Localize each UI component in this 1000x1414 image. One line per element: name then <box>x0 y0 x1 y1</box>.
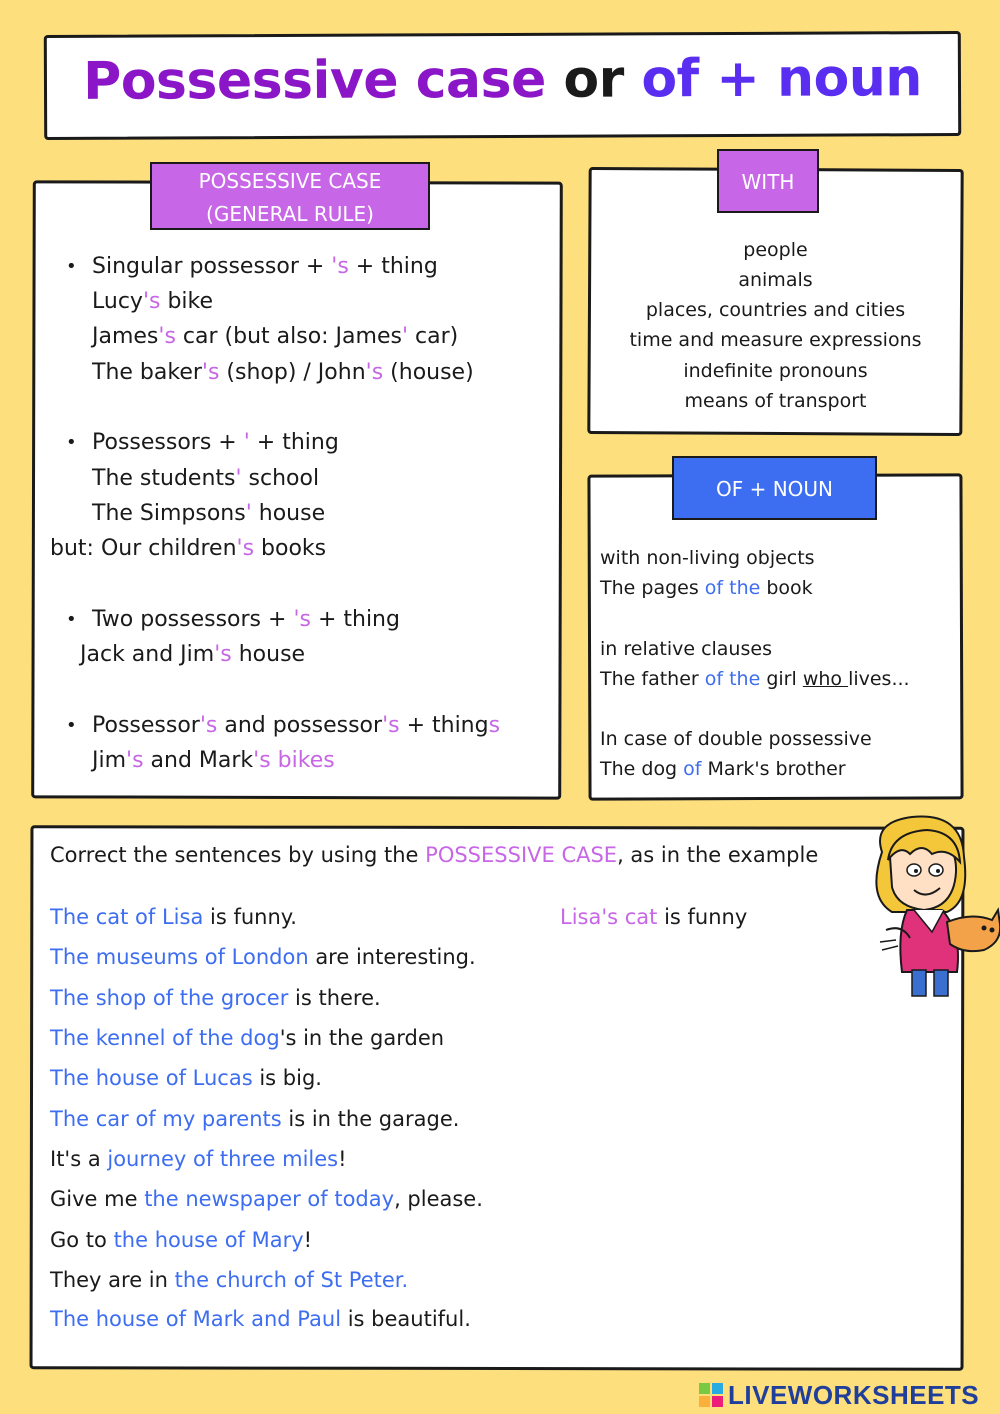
rule-example: The Simpsons' house <box>92 501 326 526</box>
exercise-sentence: They are in the church of St Peter. <box>50 1268 409 1292</box>
rule-example: Jack and Jim's house <box>80 642 306 667</box>
exercise-instruction: Correct the sentences by using the POSSESSIVE CASE, as in the example <box>50 843 819 867</box>
exercise-sentence: Give me the newspaper of today, please. <box>50 1187 483 1211</box>
exercise-sentence: The museums of London are interesting. <box>50 945 476 969</box>
logo-grid-icon <box>698 1382 724 1408</box>
of-noun-tag: OF + NOUN <box>672 456 877 520</box>
rule-example: James's car (but also: James' car) <box>92 324 459 349</box>
rule-bullet-plural: • Possessors + ' + thing <box>92 428 339 458</box>
general-rule-tag: POSSESSIVE CASE (GENERAL RULE) <box>150 162 430 230</box>
of-example: The father of the girl who lives... <box>600 668 910 690</box>
with-item: indefinite pronouns <box>683 360 868 382</box>
of-example: The dog of Mark's brother <box>600 758 846 780</box>
exercise-sentence: The house of Mark and Paul is beautiful. <box>50 1307 471 1331</box>
exercise-sentence: The house of Lucas is big. <box>50 1066 322 1090</box>
with-item: time and measure expressions <box>629 329 922 351</box>
rule-example: Jim's and Mark's bikes <box>92 748 335 773</box>
with-item: people <box>743 239 808 261</box>
of-rule: with non-living objects <box>600 547 815 569</box>
with-item: means of transport <box>684 390 867 412</box>
exercise-sentence: Go to the house of Mary! <box>50 1228 313 1252</box>
example-answer: Lisa's cat is funny <box>560 905 748 929</box>
rule-bullet-separate-possession: • Possessor's and possessor's + things <box>92 711 500 741</box>
with-tag: WITH <box>717 149 819 213</box>
exercise-sentence: It's a journey of three miles! <box>50 1147 347 1171</box>
of-rule: In case of double possessive <box>600 728 872 750</box>
exercise-sentence: The shop of the grocer is there. <box>50 986 381 1010</box>
of-example: The pages of the book <box>600 577 813 599</box>
rule-bullet-two-possessors: • Two possessors + 's + thing <box>92 605 400 635</box>
exercise-sentence: The kennel of the dog's in the garden <box>50 1026 445 1050</box>
with-item: places, countries and cities <box>645 299 906 321</box>
girl-with-cat-illustration <box>852 812 1000 1002</box>
rule-example: Lucy's bike <box>92 289 214 314</box>
rule-bullet-singular: • Singular possessor + 's + thing <box>92 252 438 282</box>
rule-example: The baker's (shop) / John's (house) <box>92 360 474 385</box>
exercise-sentence: The cat of Lisa is funny. <box>50 905 297 929</box>
with-item: animals <box>738 269 813 291</box>
of-rule: in relative clauses <box>600 638 772 660</box>
rule-exception: but: Our children's books <box>50 536 327 561</box>
exercise-sentence: The car of my parents is in the garage. <box>50 1107 460 1131</box>
rule-example: The students' school <box>92 466 320 491</box>
title-box <box>44 31 961 140</box>
liveworksheets-logo: LIVEWORKSHEETS <box>698 1378 979 1412</box>
page-title: Possessive case or of + noun <box>83 48 922 112</box>
